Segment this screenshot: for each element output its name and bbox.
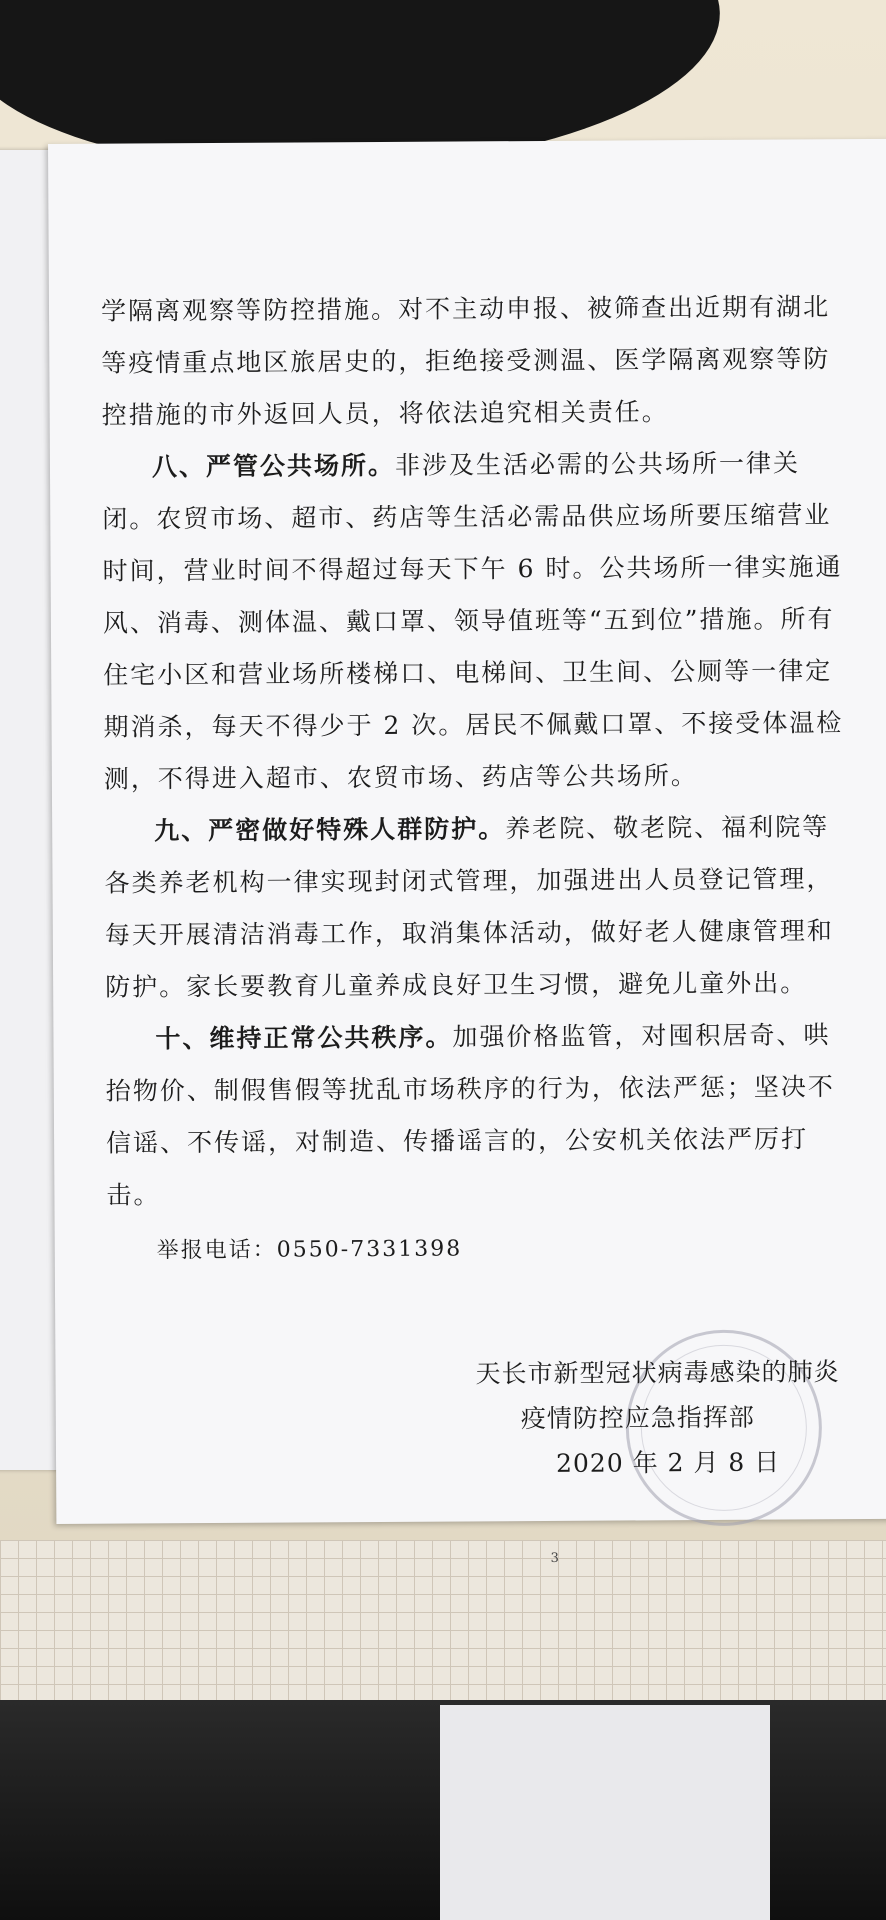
signature-organization-line1: 天长市新型冠状病毒感染的肺炎 xyxy=(475,1357,840,1389)
text-line: 击。 xyxy=(106,1180,161,1210)
text-line: 等疫情重点地区旅居史的，拒绝接受测温、医学隔离观察等防 xyxy=(101,344,831,378)
signature-organization-line2: 疫情防控应急指挥部 xyxy=(520,1402,755,1434)
text-span: 非涉及生活必需的公共场所一律关 xyxy=(394,448,801,480)
paragraph-8-heading: 八、严管公共场所。 xyxy=(151,450,396,482)
text-line: 学隔离观察等防控措施。对不主动申报、被筛查出近期有湖北 xyxy=(100,292,831,326)
paragraph-10-heading: 十、维持正常公共秩序。 xyxy=(155,1022,453,1054)
paragraph-10-first-line xyxy=(155,1017,830,1057)
text-span: 加强价格监管，对囤积居奇、哄 xyxy=(452,1020,831,1052)
cutting-board xyxy=(0,1540,886,1700)
document-page xyxy=(48,139,886,1566)
text-line: 各类养老机构一律实现封闭式管理，加强进出人员登记管理， xyxy=(104,864,834,898)
text-line: 信谣、不传谣，对制造、传播谣言的，公安机关依法严厉打 xyxy=(106,1124,809,1158)
text-line: 闭。农贸市场、超市、药店等生活必需品供应场所要压缩营业 xyxy=(102,500,832,534)
text-line: 风、消毒、测体温、戴口罩、领导值班等“五到位”措施。所有 xyxy=(102,604,835,638)
text-line: 时间，营业时间不得超过每天下午 6 时。公共场所一律实施通 xyxy=(102,552,843,586)
text-line: 测，不得进入超市、农贸市场、药店等公共场所。 xyxy=(103,761,698,794)
text-line: 抬物价、制假售假等扰乱市场秩序的行为，依法严惩；坚决不 xyxy=(105,1072,835,1106)
paragraph-9-heading: 九、严密做好特殊人群防护。 xyxy=(154,814,506,846)
text-span: 养老院、敬老院、福利院等 xyxy=(505,812,830,844)
signature-date: 2020 年 2 月 8 日 xyxy=(555,1447,781,1478)
paragraph-8-first-line xyxy=(152,445,800,485)
paragraph-9-first-line xyxy=(154,809,829,849)
white-card xyxy=(440,1705,770,1920)
text-line: 每天开展清洁消毒工作，取消集体活动，做好老人健康管理和 xyxy=(104,916,834,950)
page-number: 3 xyxy=(550,1550,559,1566)
text-line: 住宅小区和营业场所楼梯口、电梯间、卫生间、公厕等一律定 xyxy=(103,656,833,690)
text-line: 防护。家长要教育儿童养成良好卫生习惯，避免儿童外出。 xyxy=(105,968,808,1002)
text-line: 期消杀，每天不得少于 2 次。居民不佩戴口罩、不接受体温检 xyxy=(103,708,844,742)
report-hotline: 举报电话：0550-7331398 xyxy=(156,1236,463,1264)
text-line: 控措施的市外返回人员，将依法追究相关责任。 xyxy=(101,397,669,430)
